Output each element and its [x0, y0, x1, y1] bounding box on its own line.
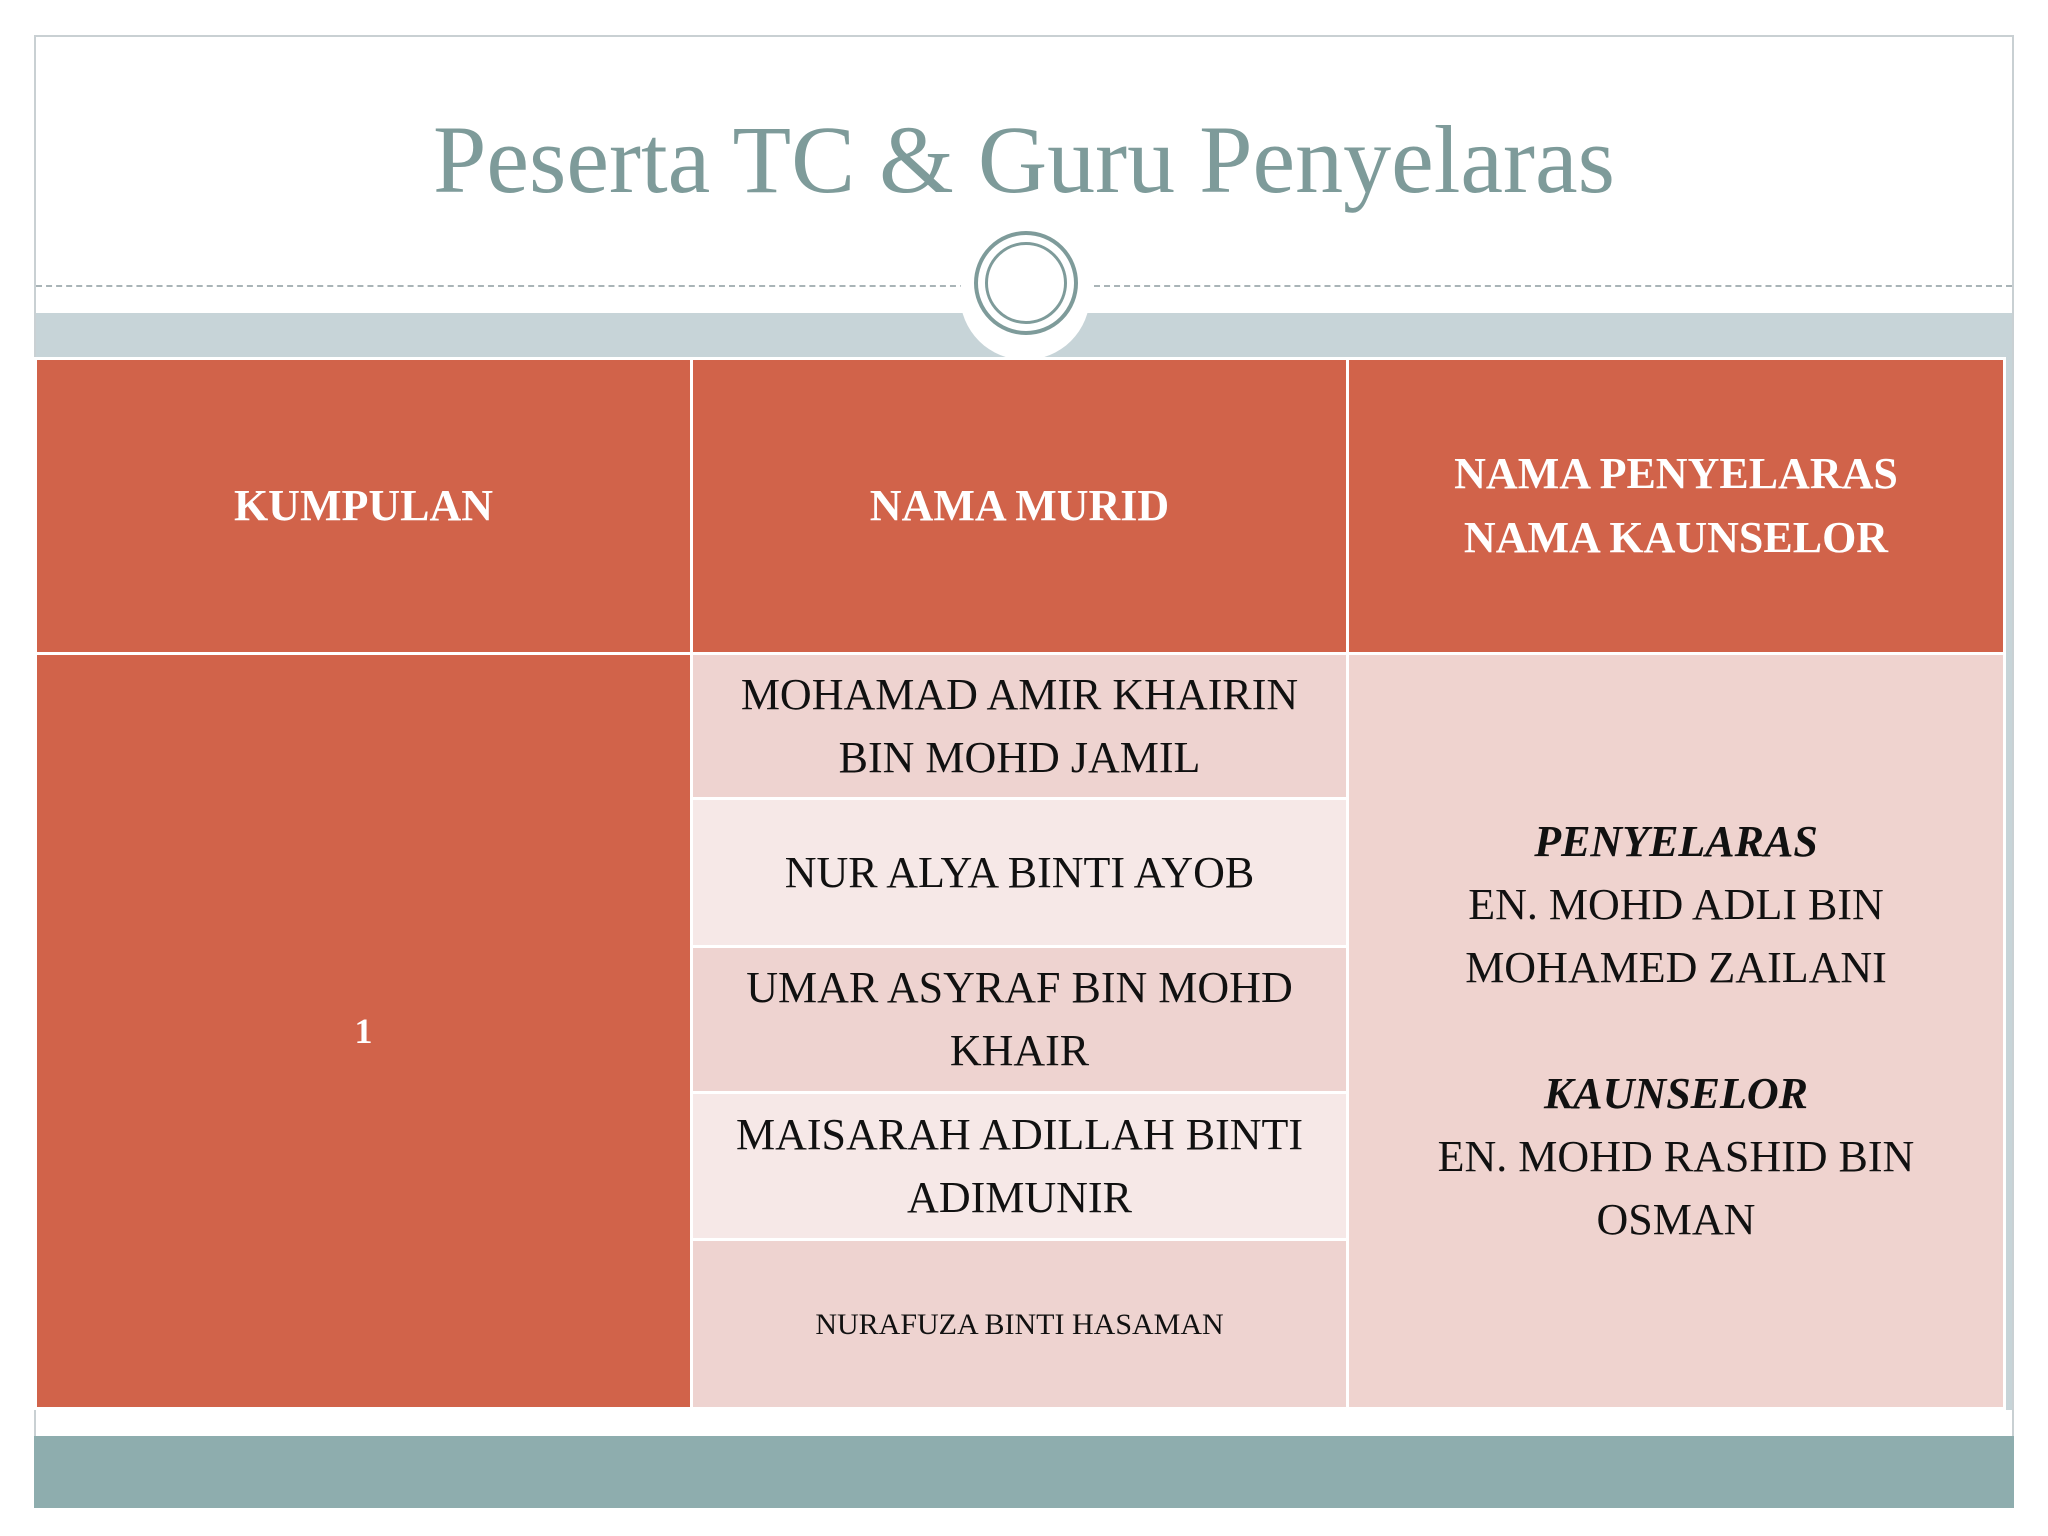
student-name-cell: UMAR ASYRAF BIN MOHD KHAIR — [692, 946, 1348, 1092]
table-header-row — [36, 359, 2005, 654]
table-row — [36, 653, 2005, 798]
student-name-cell: NURAFUZA BINTI HASAMAN — [692, 1240, 1348, 1409]
student-name-cell: MOHAMAD AMIR KHAIRIN BIN MOHD JAMIL — [692, 653, 1348, 798]
counselor-name-line2: OSMAN — [1596, 1195, 1756, 1245]
student-name-cell: MAISARAH ADILLAH BINTI ADIMUNIR — [692, 1093, 1348, 1240]
group-number-cell: 1 — [36, 653, 692, 1408]
student-name-cell: NUR ALYA BINTI AYOB — [692, 799, 1348, 946]
header-nama-penyelaras: NAMA PENYELARAS — [1454, 448, 1898, 498]
title-divider-left — [36, 285, 966, 287]
slide-title: Peserta TC & Guru Penyelaras — [433, 106, 1615, 213]
coordinator-name-line1: EN. MOHD ADLI BIN — [1468, 880, 1884, 930]
header-nama-kaunselor: NAMA KAUNSELOR — [1463, 512, 1889, 562]
circle-ornament-icon — [974, 231, 1078, 335]
staff-cell — [1348, 653, 2005, 1408]
header-kumpulan: KUMPULAN — [36, 359, 692, 654]
bottom-band — [34, 1436, 2014, 1508]
counselor-role: KAUNSELOR — [1543, 1069, 1809, 1119]
counselor-name-line1: EN. MOHD RASHID BIN — [1437, 1132, 1915, 1182]
staff-spacer — [1367, 999, 1985, 1062]
coordinator-role: PENYELARAS — [1534, 817, 1818, 867]
participants-table — [34, 357, 2006, 1410]
header-nama-staff — [1348, 359, 2005, 654]
title-divider-right — [1094, 285, 2012, 287]
header-nama-murid: NAMA MURID — [692, 359, 1348, 654]
coordinator-name-line2: MOHAMED ZAILANI — [1465, 943, 1887, 993]
